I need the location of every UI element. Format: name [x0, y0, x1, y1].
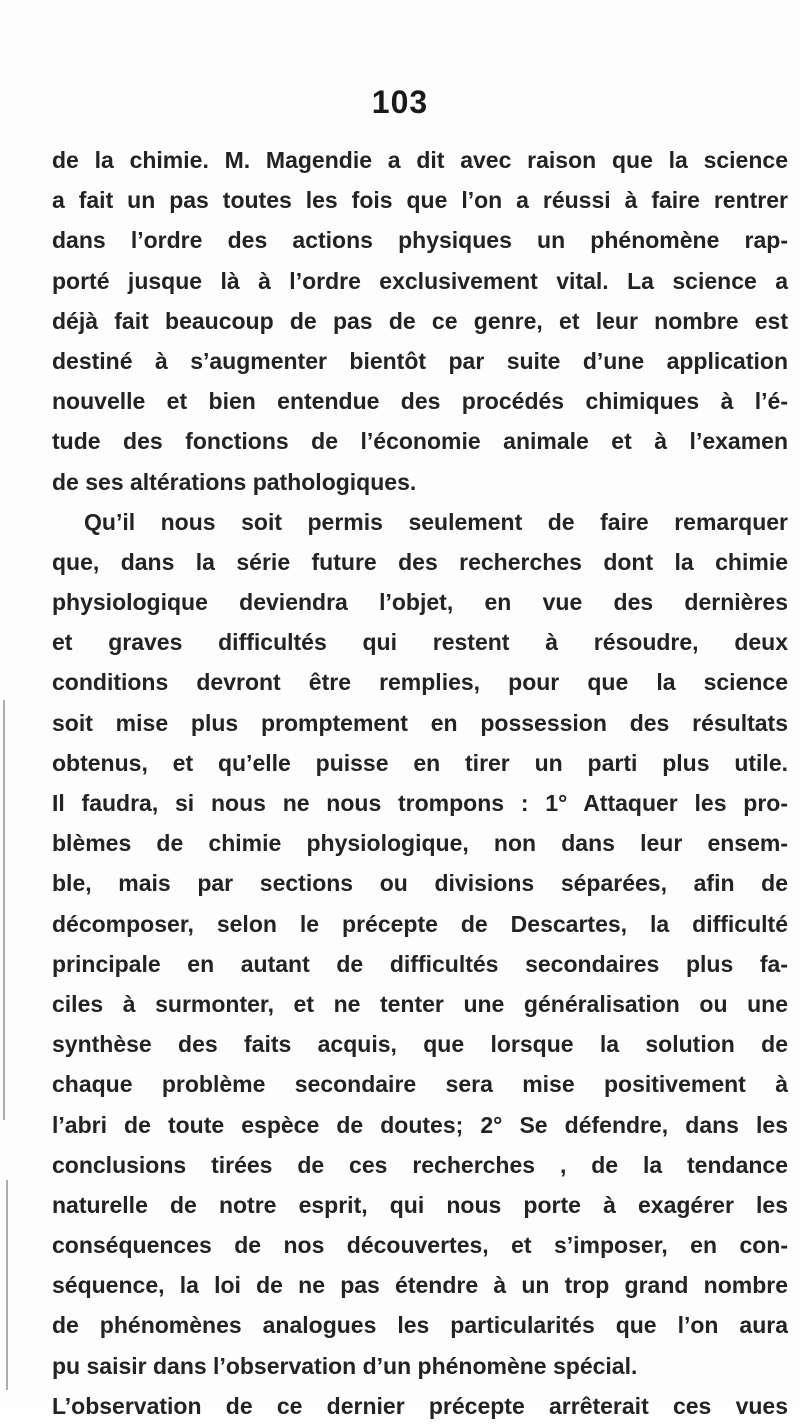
page-edge-shadow	[6, 1180, 8, 1390]
text-line: de phénomènes analogues les particularités que l’on aura	[52, 1312, 788, 1339]
text-line: porté jusque là à l’ordre exclusivement vital. La science a	[52, 267, 788, 294]
text-line: conditions devront être remplies, pour que la science	[52, 669, 788, 696]
text-line: principale en autant de difficultés secondaires plus fa-	[52, 950, 788, 977]
text-line: de ses altérations pathologiques.	[52, 468, 417, 495]
text-line: dans l’ordre des actions physiques un phénomène rap-	[52, 227, 788, 254]
text-line: L’observation de ce dernier précepte arrêterait ces vues	[52, 1392, 788, 1419]
body-text	[52, 140, 788, 1426]
text-line: l’abri de toute espèce de doutes; 2° Se défendre, dans les	[52, 1111, 788, 1138]
text-line: tude des fonctions de l’économie animale et à l’examen	[52, 428, 788, 455]
text-line: blèmes de chimie physiologique, non dans leur ensem-	[52, 830, 788, 857]
text-line: pu saisir dans l’observation d’un phénomène spécial.	[52, 1352, 638, 1379]
text-line: naturelle de notre esprit, qui nous porte à exagérer les	[52, 1191, 788, 1218]
text-line: ble, mais par sections ou divisions séparées, afin de	[52, 870, 788, 897]
text-line: que, dans la série future des recherches dont la chimie	[52, 548, 788, 575]
text-line: a fait un pas toutes les fois que l’on a réussi à faire rentrer	[52, 187, 788, 214]
text-line: Qu’il nous soit permis seulement de faire remarquer	[84, 508, 788, 535]
text-line: destiné à s’augmenter bientôt par suite d’une application	[52, 347, 788, 374]
text-line: séquence, la loi de ne pas étendre à un trop grand nombre	[52, 1272, 788, 1299]
text-line: chaque problème secondaire sera mise positivement à	[52, 1071, 788, 1098]
text-line: soit mise plus promptement en possession des résultats	[52, 709, 788, 736]
text-line: de la chimie. M. Magendie a dit avec raison que la science	[52, 147, 788, 173]
text-line: physiologique deviendra l’objet, en vue des dernières	[52, 589, 788, 616]
text-line: conséquences de nos découvertes, et s’imposer, en con-	[52, 1232, 788, 1259]
text-line: nouvelle et bien entendue des procédés chimiques à l’é-	[52, 388, 788, 415]
page-number: 103	[371, 84, 429, 120]
text-line: obtenus, et qu’elle puisse en tirer un parti plus utile.	[52, 749, 788, 776]
text-line: ciles à surmonter, et ne tenter une généralisation ou une	[52, 990, 788, 1017]
text-line: synthèse des faits acquis, que lorsque la solution de	[52, 1031, 788, 1058]
text-line: conclusions tirées de ces recherches , de la tendance	[52, 1151, 788, 1178]
text-line: déjà fait beaucoup de pas de ce genre, et leur nombre est	[52, 307, 788, 334]
text-line: Il faudra, si nous ne nous trompons : 1° Attaquer les pro-	[52, 790, 788, 816]
text-line: décomposer, selon le précepte de Descartes, la difficulté	[52, 910, 788, 937]
text-line: et graves difficultés qui restent à résoudre, deux	[52, 629, 788, 656]
page-edge-shadow	[3, 700, 5, 1120]
